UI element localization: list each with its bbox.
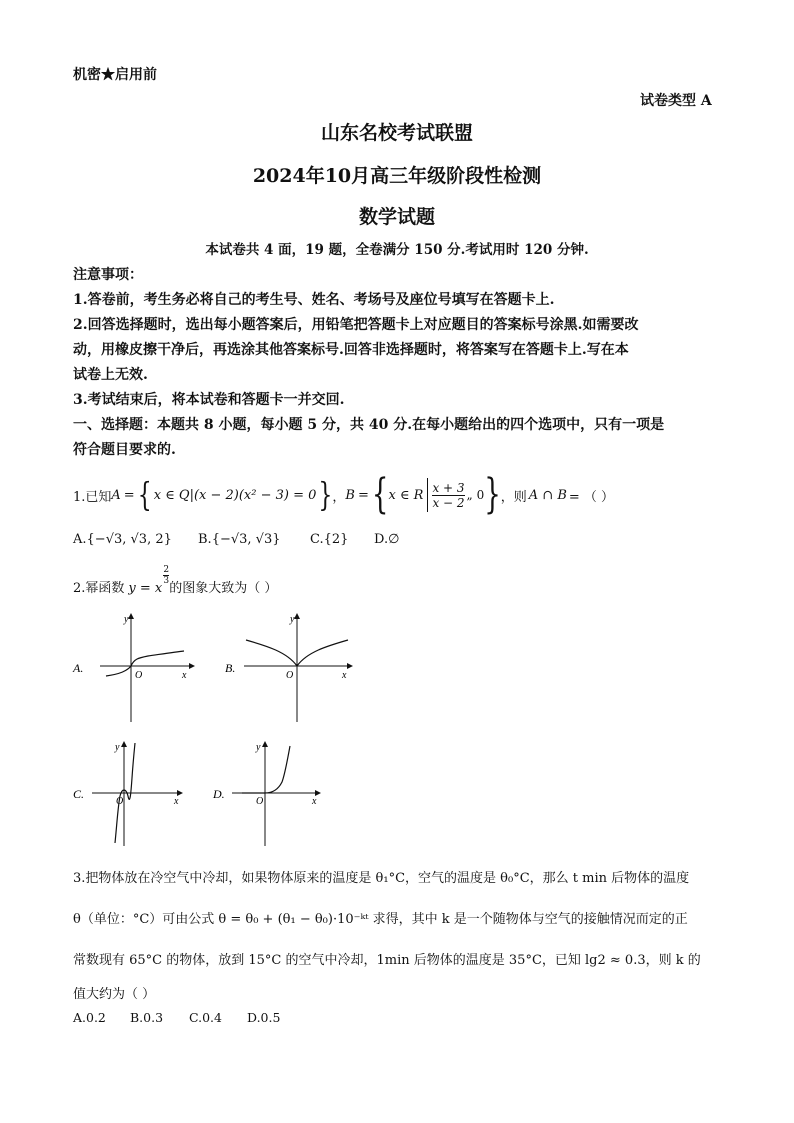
svg-text:O: O <box>256 796 264 807</box>
q2-graph-d-label: D. <box>213 787 225 801</box>
q3-options <box>73 1010 280 1025</box>
q2-exponent: 2 3 <box>163 565 170 586</box>
subject-title: 数学试题 <box>358 206 435 228</box>
note-2-line-2: 动，用橡皮擦干净后，再选涂其他答案标号.回答非选择题时，将答案写在答题卡上.写在本 <box>73 342 629 358</box>
note-1: 1.答卷前，考生务必将自己的考生号、姓名、考场号及座位号填写在答题卡上. <box>73 292 555 308</box>
question-3-line-1: 3.把物体放在冷空气中冷却，如果物体原来的温度是 θ₁°C，空气的温度是 θ₀°C，那么 t min 后物体的温度 <box>73 871 690 886</box>
exam-summary: 本试卷共 4 面，19 题，全卷满分 150 分.考试用时 120 分钟. <box>205 242 589 258</box>
confidential-label: 机密★启用前 <box>73 67 157 83</box>
svg-text:y: y <box>124 614 129 625</box>
note-2-line-1: 2.回答选择题时，选出每小题答案后，用铅笔把答题卡上对应题目的答案标号涂黑.如需要改 <box>73 317 639 333</box>
q1-fraction: x + 3 x − 2 <box>432 480 465 510</box>
paper-type-label: 试卷类型 A <box>640 93 712 109</box>
q3-option-c: C.0.4 <box>189 1010 222 1025</box>
svg-text:O: O <box>135 670 143 681</box>
q1-set-a-label: A <box>111 487 121 503</box>
note-3: 3.考试结束后，将本试卷和答题卡一并交回. <box>73 392 345 408</box>
q2-graph-b <box>222 610 362 725</box>
q1-option-c: C.{2} <box>310 532 349 547</box>
question-3-line-2: θ（单位：°C）可由公式 θ = θ₀ + (θ₁ − θ₀)·10⁻ᵏᵗ 求得，其中 k 是一个随物体与空气的接触情况而定的正 <box>73 912 688 927</box>
svg-text:x: x <box>342 670 347 681</box>
q2-graph-d <box>210 738 330 848</box>
q1-options <box>73 532 399 547</box>
svg-text:y: y <box>115 742 120 753</box>
q1-set-b-domain: x ∈ R <box>388 487 424 503</box>
q3-option-d: D.0.5 <box>247 1010 281 1025</box>
q1-prefix: 1.已知 <box>73 489 112 505</box>
org-title: 山东名校考试联盟 <box>320 122 473 144</box>
section-1-intro-line-1: 一、选择题：本题共 8 小题，每小题 5 分，共 40 分.在每小题给出的四个选项中，只有一项是 <box>73 417 665 433</box>
svg-text:O: O <box>116 796 124 807</box>
notes-heading: 注意事项： <box>73 267 143 283</box>
svg-text:x: x <box>182 670 187 681</box>
q2-graph-c-label: C. <box>73 787 85 801</box>
q2-graph-a <box>70 610 200 725</box>
q1-option-b: B.{−√3, √3} <box>198 532 281 547</box>
q3-option-b: B.0.3 <box>130 1010 164 1025</box>
q1-set-b-label: B <box>345 487 355 503</box>
note-2-line-3: 试卷上无效. <box>73 367 148 383</box>
svg-text:x: x <box>174 796 179 807</box>
question-3-line-4: 值大约为（ ） <box>73 987 156 1002</box>
q2-graph-b-label: B. <box>225 661 236 675</box>
svg-text:O: O <box>286 670 294 681</box>
q1-option-a: A.{−√3, √3, 2} <box>73 532 172 547</box>
exam-title: 2024年10月高三年级阶段性检测 <box>252 165 542 187</box>
q2-graph-c <box>70 738 190 848</box>
q1-set-a-body: x ∈ Q|(x − 2)(x² − 3) = 0 <box>153 487 317 503</box>
svg-text:y: y <box>290 614 295 625</box>
question-3-line-3: 常数现有 65°C 的物体，放到 15°C 的空气中冷却，1min 后物体的温度是 35°C，已知 lg2 ≈ 0.3，则 k 的 <box>73 953 701 968</box>
q3-option-a: A.0.2 <box>73 1010 106 1025</box>
q1-option-d: D.∅ <box>374 532 400 547</box>
section-1-intro-line-2: 符合题目要求的. <box>73 442 176 458</box>
svg-text:x: x <box>312 796 317 807</box>
question-1: 1.已知 A = { x ∈ Q|(x − 2)(x² − 3) = 0 } ， B = { x ∈ R x + 3 x − 2 „ 0 } ，则 A ∩ B = （ ） <box>73 471 615 519</box>
question-2: 2.幂函数 y = x 2 3 的图象大致为（ ） <box>73 565 278 596</box>
q2-graph-a-label: A. <box>73 661 84 675</box>
svg-text:y: y <box>256 742 261 753</box>
